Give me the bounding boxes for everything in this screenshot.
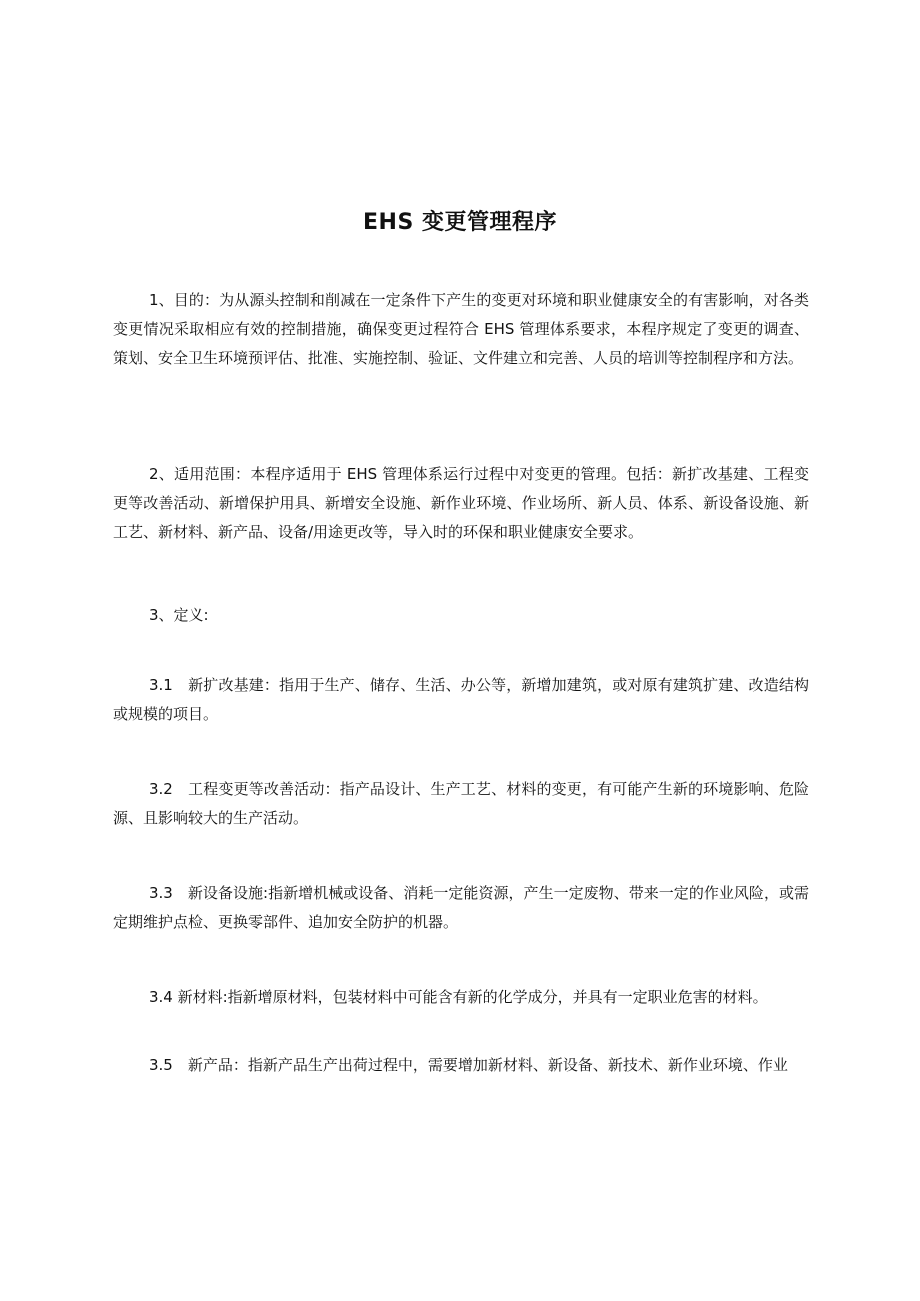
- section-scope: 2、适用范围：本程序适用于 EHS 管理体系运行过程中对变更的管理。包括：新扩改基建、工程变更等改善活动、新增保护用具、新增安全设施、新作业环境、作业场所、新人员、体系、新设备设施、新工艺、新材料、新产品、设备/用途更改等，导入时的环保和职业健康安全要求。: [113, 465, 809, 541]
- document-title: EHS 变更管理程序: [363, 210, 557, 235]
- definition-3-2: 3.2 工程变更等改善活动：指产品设计、生产工艺、材料的变更，有可能产生新的环境影响、危险源、且影响较大的生产活动。: [113, 780, 809, 827]
- definition-3-5: 3.5 新产品：指新产品生产出荷过程中，需要增加新材料、新设备、新技术、新作业环境、作业: [149, 1056, 788, 1074]
- section-purpose: 1、目的：为从源头控制和削减在一定条件下产生的变更对环境和职业健康安全的有害影响，对各类变更情况采取相应有效的控制措施，确保变更过程符合 EHS 管理体系要求，本程序规定了变更的调查、策划、安全卫生环境预评估、批准、实施控制、验证、文件建立和完善、人员的培训等控制程序和方法。: [113, 291, 809, 367]
- definition-3-1: 3.1 新扩改基建：指用于生产、储存、生活、办公等，新增加建筑，或对原有建筑扩建、改造结构或规模的项目。: [113, 676, 809, 723]
- definition-3-4: 3.4 新材料:指新增原材料，包装材料中可能含有新的化学成分，并具有一定职业危害的材料。: [149, 988, 768, 1006]
- section-definitions-heading: 3、定义:: [149, 606, 209, 624]
- definition-3-3: 3.3 新设备设施:指新增机械或设备、消耗一定能资源，产生一定废物、带来一定的作业风险，或需定期维护点检、更换零部件、追加安全防护的机器。: [113, 884, 809, 931]
